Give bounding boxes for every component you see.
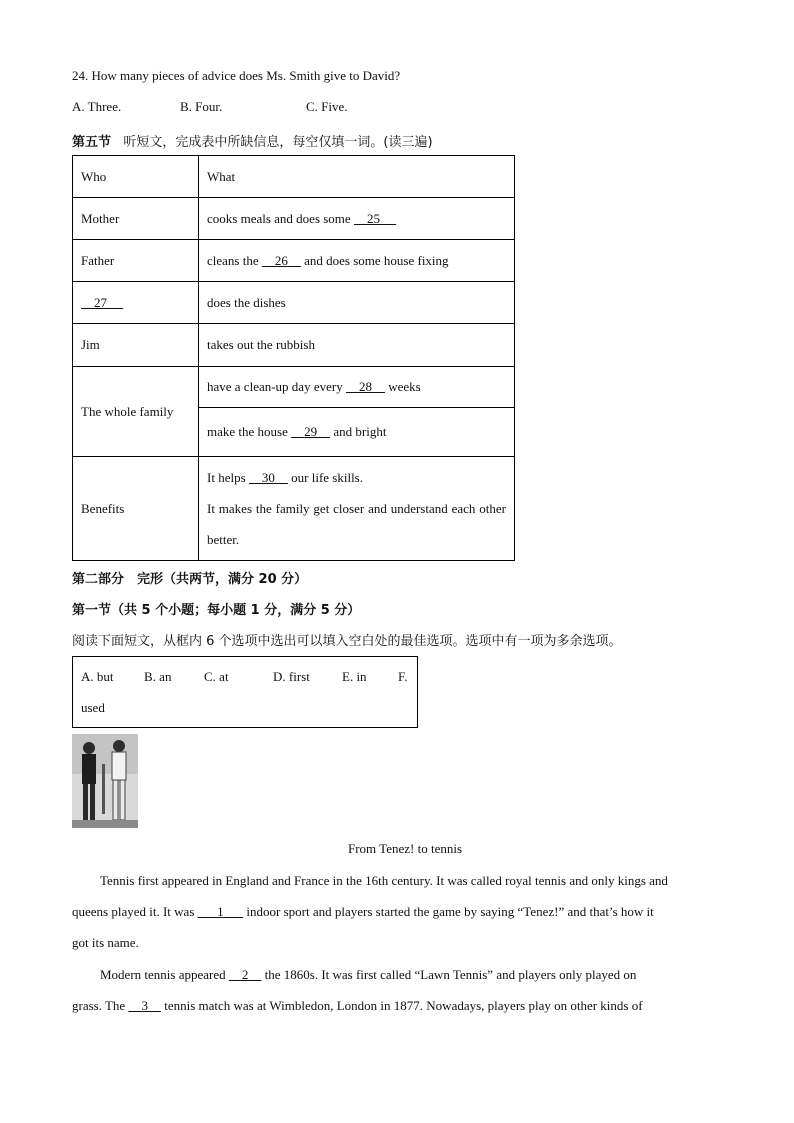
what-text: and bright	[330, 424, 387, 439]
blank-27: 27	[94, 294, 107, 310]
what-text: weeks	[384, 379, 421, 394]
q24-option-a: A. Three.	[72, 99, 122, 114]
part2-section1: 第一节（共 5 个小题；每小题 1 分，满分 5 分）	[72, 603, 361, 618]
benefit-line-2: It makes the family get closer and understand each other better.	[207, 501, 506, 547]
table-row	[73, 198, 515, 240]
header-who: Who	[73, 156, 199, 198]
option-b: B. an	[144, 669, 172, 684]
what-text: and does some house fixing	[300, 252, 449, 268]
what-cell	[199, 240, 515, 282]
who-cell: Jim	[73, 324, 199, 367]
who-cell: The whole family	[73, 367, 199, 457]
what-text: cooks meals and does some	[207, 210, 354, 226]
what-cell	[199, 457, 515, 561]
option-f: F.	[398, 669, 408, 684]
header-what: What	[199, 156, 515, 198]
benefit-line-1: It helps 30 our life skills.	[207, 470, 363, 485]
table-row	[73, 457, 515, 561]
section5-label: 第五节	[72, 135, 112, 150]
table-row	[73, 367, 515, 408]
part2-heading: 第二部分 完形（共两节，满分 20 分）	[72, 572, 308, 587]
what-cell	[199, 367, 515, 408]
tennis-players-photo	[72, 734, 138, 828]
info-table	[72, 155, 515, 561]
passage-title: From Tenez! to tennis	[348, 841, 463, 856]
p1-line-2: queens played it. It was 1 indoor sport and players started the game by saying “Tenez!” and that’s how it	[72, 904, 654, 919]
table-header-row	[73, 156, 515, 198]
blank-3: 3	[141, 998, 148, 1013]
who-cell: Benefits	[73, 457, 199, 561]
what-cell: does the dishes	[199, 282, 515, 324]
who-cell: Mother	[73, 198, 199, 240]
blank-1: 1	[217, 904, 224, 919]
question-24: 24. How many pieces of advice does Ms. Smith give to David?	[72, 68, 401, 83]
passage-paragraph-1	[72, 865, 715, 958]
table-row	[73, 324, 515, 367]
blank-26: 26	[274, 252, 288, 268]
option-e: E. in	[342, 669, 367, 684]
p1-line-3: got its name.	[72, 935, 139, 950]
blank-29: 29	[304, 424, 318, 439]
blank-2: 2	[241, 967, 249, 982]
p2-line-2: grass. The 3 tennis match was at Wimbledon, London in 1877. Nowadays, players play on other kinds of	[72, 998, 643, 1013]
blank-25: 25	[366, 210, 380, 226]
blank-28: 28	[358, 379, 372, 394]
who-cell	[73, 282, 199, 324]
q24-option-c: C. Five.	[306, 99, 348, 114]
what-cell	[199, 408, 515, 457]
options-box	[72, 656, 418, 728]
table-row	[73, 282, 515, 324]
what-text: make the house	[207, 424, 292, 439]
what-cell: takes out the rubbish	[199, 324, 515, 367]
who-cell: Father	[73, 240, 199, 282]
what-text: have a clean-up day every	[207, 379, 346, 394]
option-c: C. at	[204, 669, 229, 684]
table-row	[73, 240, 515, 282]
what-cell	[199, 198, 515, 240]
what-text: cleans the	[207, 252, 262, 268]
part2-instruction: 阅读下面短文，从框内 6 个选项中选出可以填入空白处的最佳选项。选项中有一项为多余选项。	[72, 634, 622, 649]
p2-line-1: Modern tennis appeared 2 the 1860s. It was first called “Lawn Tennis” and players only played on	[100, 967, 637, 982]
blank-30: 30	[261, 470, 275, 485]
section5-instruction: 听短文，完成表中所缺信息，每空仅填一词。(读三遍)	[123, 135, 433, 150]
option-f-word: used	[81, 700, 105, 715]
p1-line-1: Tennis first appeared in England and France in the 16th century. It was called royal tennis and only kings and	[100, 873, 668, 888]
option-d: D. first	[273, 669, 310, 684]
q24-option-b: B. Four.	[180, 99, 223, 114]
passage-paragraph-2	[72, 959, 715, 1021]
option-a: A. but	[81, 669, 114, 684]
section5-heading	[72, 131, 433, 150]
